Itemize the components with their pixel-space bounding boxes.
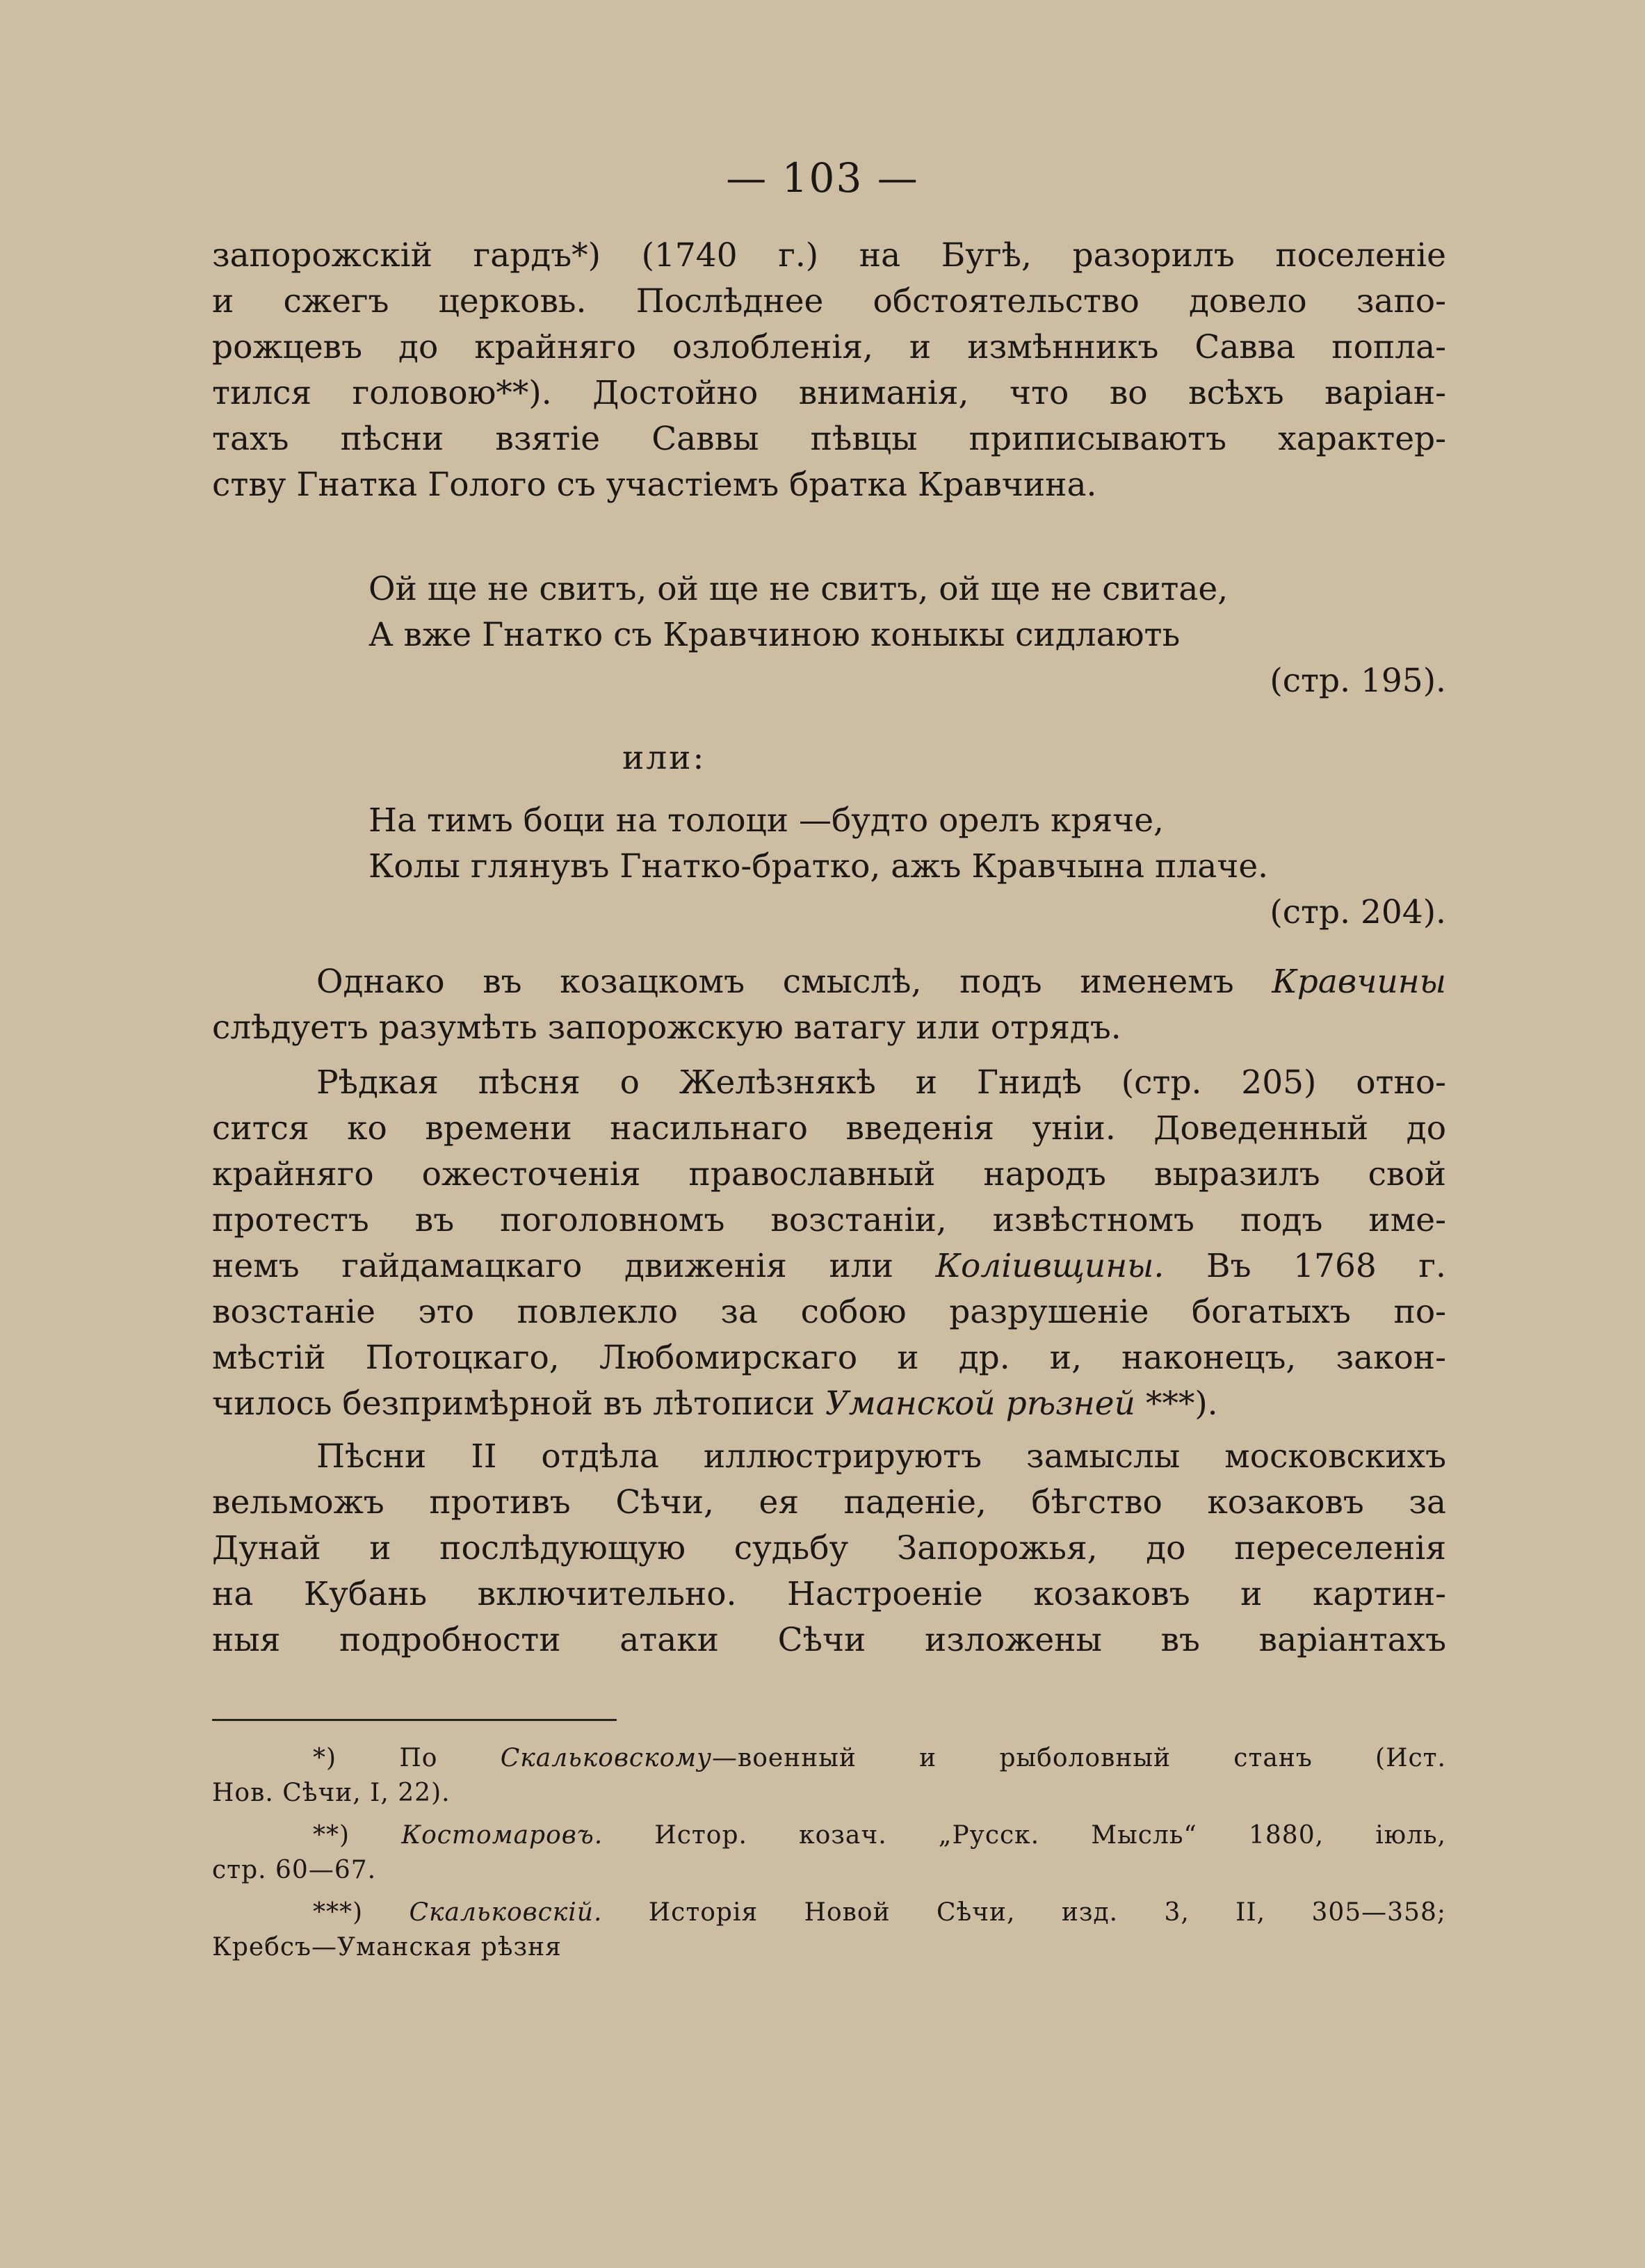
paragraph-3: [212, 1060, 1446, 1427]
text-line: и сжегъ церковь. Послѣднее обстоятельство довело запо-: [212, 282, 1446, 320]
italic-author: Скальковскому: [500, 1744, 712, 1772]
paragraph-4: [212, 1434, 1446, 1663]
footnote-divider: [212, 1719, 617, 1721]
text-line: Пѣсни II отдѣла иллюстрируютъ замыслы московскихъ: [316, 1437, 1446, 1476]
paragraph-1: [212, 233, 1446, 508]
text-line: возстаніе это повлекло за собою разрушеніе богатыхъ по-: [212, 1293, 1446, 1331]
text-line: запорожскій гардъ*) (1740 г.) на Бугѣ, разорилъ поселеніе: [212, 236, 1446, 275]
footnote-line: Кребсъ—Уманская рѣзня: [212, 1933, 562, 1961]
text-line: слѣдуетъ разумѣть запорожскую ватагу или отрядъ.: [212, 1009, 1121, 1047]
verse-line: А вже Гнатко съ Кравчиною коныкы сидлають: [368, 616, 1181, 654]
text-line: Рѣдкая пѣсня о Желѣзнякѣ и Гнидѣ (стр. 205) отно-: [316, 1063, 1446, 1102]
text-line: ныя подробности атаки Сѣчи изложены въ варіантахъ: [212, 1621, 1446, 1659]
page-reference: (стр. 195).: [1270, 662, 1446, 700]
paragraph-2: [212, 959, 1446, 1051]
text-line: чилось безпримѣрной въ лѣтописи Уманской рѣзней ***).: [212, 1385, 1218, 1423]
text-line: рожцевъ до крайняго озлобленія, и измѣнникъ Савва попла-: [212, 328, 1446, 366]
text-line: ству Гнатка Голого съ участіемъ братка Кравчина.: [212, 466, 1097, 504]
italic-author: Скальковскій.: [409, 1898, 603, 1927]
italic-term: Кравчины: [1272, 963, 1446, 1001]
text-line: немъ гайдамацкаго движенія или Колiивщины. Въ 1768 г.: [212, 1247, 1446, 1285]
text-line: вельможъ противъ Сѣчи, ея паденіе, бѣгство козаковъ за: [212, 1483, 1446, 1521]
text-line: сится ко времени насильнаго введенія уніи. Доведенный до: [212, 1109, 1446, 1148]
footnote-line: **) Костомаровъ. Истор. козач. „Русск. Мысль“ 1880, іюль,: [313, 1821, 1446, 1850]
text-line: Однако въ козацкомъ смыслѣ, подъ именемъ Кравчины: [316, 963, 1446, 1001]
footnote-line: ***) Скальковскій. Исторія Новой Сѣчи, изд. 3, II, 305—358;: [313, 1898, 1446, 1927]
footnote-2: [212, 1818, 1446, 1888]
italic-term: Колiивщины.: [935, 1247, 1165, 1285]
verse-line: Колы глянувъ Гнатко-братко, ажъ Кравчына плаче.: [368, 847, 1269, 886]
text-line: мѣстій Потоцкаго, Любомирскаго и др. и, наконецъ, закон-: [212, 1339, 1446, 1377]
page-reference: (стр. 204).: [1270, 893, 1446, 931]
text-line: тахъ пѣсни взятіе Саввы пѣвцы приписываютъ характер-: [212, 420, 1446, 458]
footnotes: [212, 1741, 1446, 1973]
conjunction-text: или:: [622, 739, 706, 777]
footnote-line: стр. 60—67.: [212, 1856, 377, 1884]
verse-quote-2: [368, 798, 1446, 936]
text-line: протестъ въ поголовномъ возстаніи, извѣстномъ подъ име-: [212, 1201, 1446, 1239]
text-line: крайняго ожесточенія православный народъ выразилъ свой: [212, 1155, 1446, 1193]
verse-quote-1: [368, 566, 1446, 704]
footnote-1: [212, 1741, 1446, 1811]
italic-term: Уманской рѣзней: [825, 1385, 1135, 1423]
text-line: на Кубань включительно. Настроеніе козаковъ и картин-: [212, 1575, 1446, 1613]
verse-line: На тимъ боци на толоци —будто орелъ кряче,: [368, 801, 1164, 840]
footnote-line: Нов. Сѣчи, I, 22).: [212, 1779, 451, 1807]
text-line: тился головою**). Достойно вниманія, что во всѣхъ варіан-: [212, 374, 1446, 412]
verse-line: Ой ще не свитъ, ой ще не свитъ, ой ще не свитае,: [368, 570, 1229, 608]
text-line: Дунай и послѣдующую судьбу Запорожья, до переселенія: [212, 1529, 1446, 1567]
italic-author: Костомаровъ.: [401, 1821, 603, 1850]
footnote-3: [212, 1895, 1446, 1965]
footnote-line: *) По Скальковскому—военный и рыболовный станъ (Ист.: [313, 1744, 1447, 1772]
page-number: — 103 —: [726, 154, 919, 202]
